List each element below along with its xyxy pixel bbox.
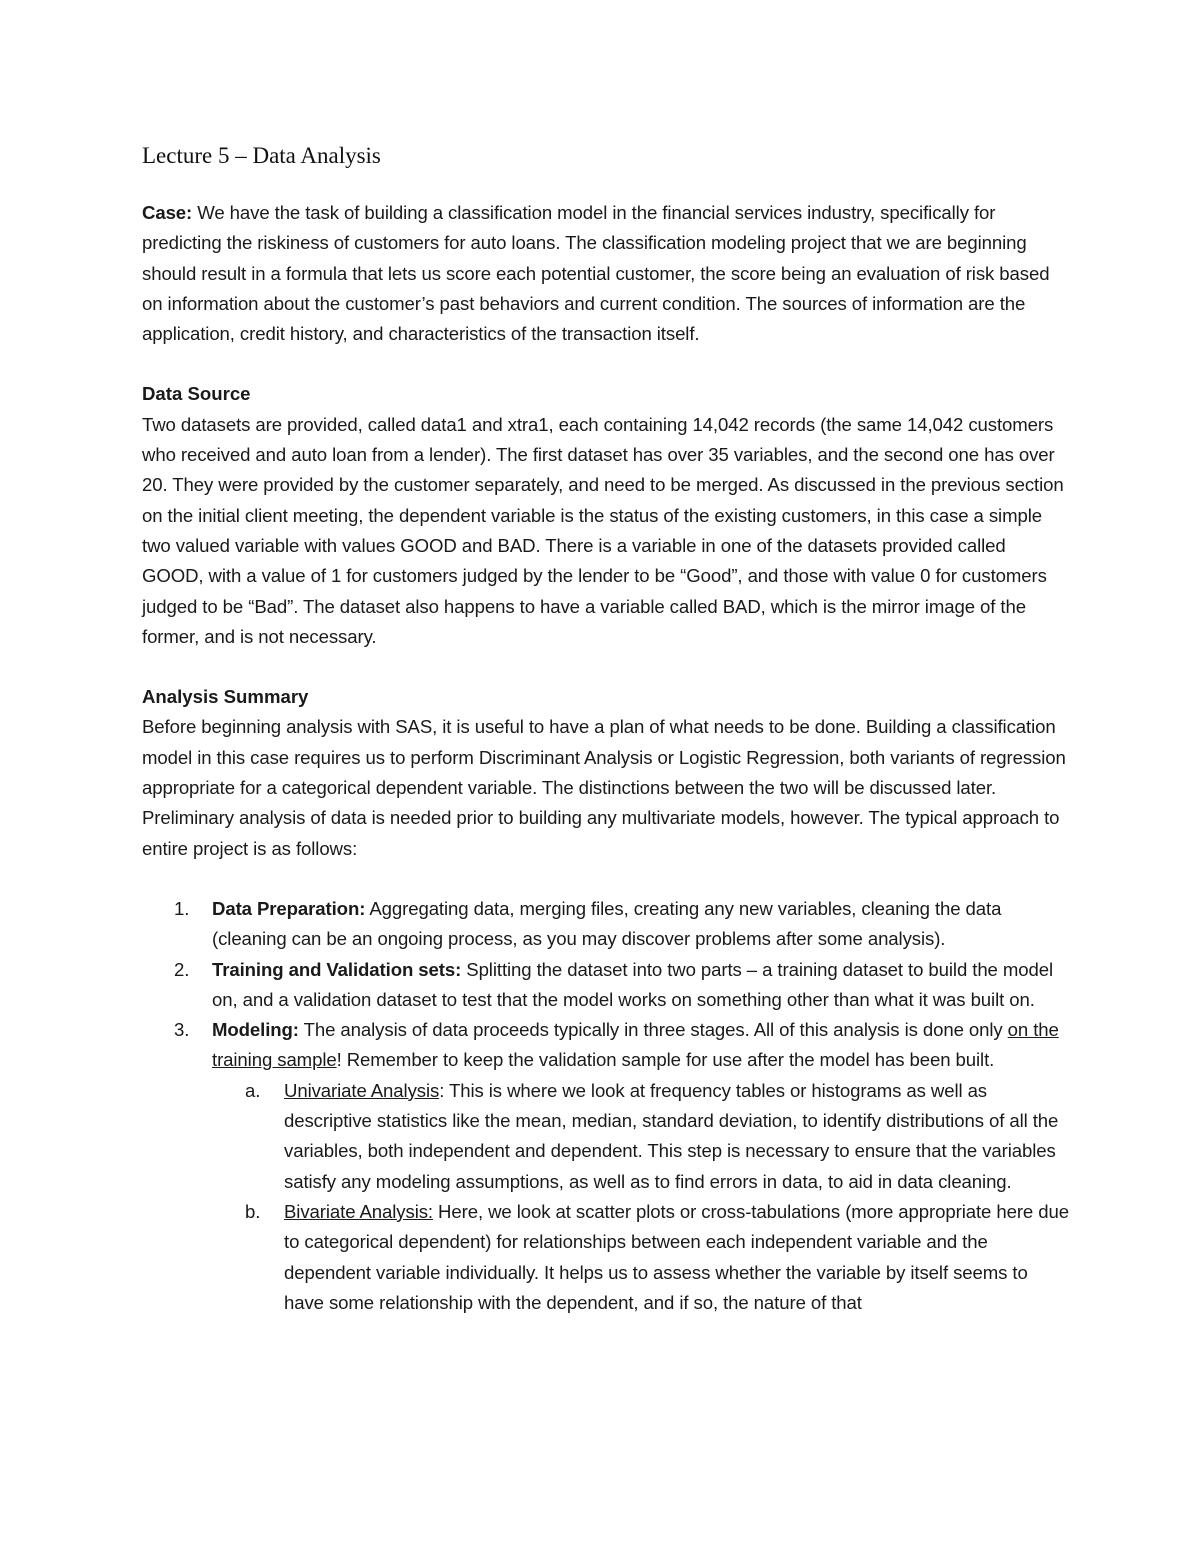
case-paragraph <box>142 198 1072 349</box>
substep-text: Here, we look at scatter plots or cross-tabulations (more appropriate here due to categorical dependent) for relationships between each independent variable and the dependent variable individually. It helps us to assess whether the variable by itself seems to have some relationship with the dependent, and if so, the nature of that <box>284 1200 1069 1313</box>
substep-letter: b. <box>245 1200 261 1222</box>
data-source-heading: Data Source <box>142 383 251 405</box>
analysis-summary-section <box>142 682 1072 1318</box>
case-text: We have the task of building a classification model in the financial services industry, specifically for predicting the riskiness of customers for auto loans. The classification modeling project that we are beginning should result in a formula that lets us score each potential customer, the score being an evaluation of risk based on information about the customer’s past behaviors and current condition. The sources of information are the application, credit history, and characteristics of the transaction itself. <box>142 202 1050 345</box>
data-source-paragraph: Two datasets are provided, called data1 and xtra1, each containing 14,042 records (the same 14,042 customers who received and auto loan from a lender). The first dataset has over 35 variables, and the second one has over 20. They were provided by the customer separately, and need to be merged. As discussed in the previous section on the initial client meeting, the dependent variable is the status of the existing customers, in this case a simple two valued variable with values GOOD and BAD. There is a variable in one of the datasets provided called GOOD, with a value of 1 for customers judged by the lender to be “Good”, and those with value 0 for customers judged to be “Bad”. The dataset also happens to have a variable called BAD, which is the mirror image of the former, and is not necessary. <box>142 413 1064 647</box>
step-item-2 <box>142 955 1072 1016</box>
substep-label: Univariate Analysis <box>284 1079 440 1101</box>
step-text: Splitting the dataset into two parts – a training dataset to build the model on, and a validation dataset to test that the model works on something other than what it was built on. <box>212 958 1054 1010</box>
step-label: Data Preparation: <box>212 897 366 919</box>
substeps-list <box>212 1076 1072 1318</box>
substep-letter: a. <box>245 1079 261 1101</box>
underlined-training-sample: on the training sample <box>212 1019 1059 1071</box>
case-section <box>142 198 1072 349</box>
step-item-3 <box>142 1015 1072 1318</box>
analysis-summary-paragraph: Before beginning analysis with SAS, it is useful to have a plan of what needs to be done. Building a classification model in this case requires us to perform Discriminant Analysis or Logistic Regression, both variants of regression appropriate for a categorical dependent variable. The distinctions between the two will be discussed later. Preliminary analysis of data is needed prior to building any multivariate models, however. The typical approach to entire project is as follows: <box>142 716 1066 859</box>
step-label: Training and Validation sets: <box>212 958 462 980</box>
analysis-summary-heading: Analysis Summary <box>142 686 309 708</box>
case-label: Case: <box>142 202 193 223</box>
document-page <box>142 138 1072 1318</box>
step-text-before: The analysis of data proceeds typically in three stages. All of this analysis is done only <box>298 1019 1008 1041</box>
substep-item-a <box>212 1076 1072 1197</box>
steps-list <box>142 894 1072 1318</box>
substep-text: : This is where we look at frequency tables or histograms as well as descriptive statistics like the mean, median, standard deviation, to identify distributions of all the variables, both independent and dependent. This step is necessary to ensure that the variables satisfy any modeling assumptions, as well as to find errors in data, to aid in data cleaning. <box>284 1079 1059 1192</box>
step-item-1 <box>142 894 1072 955</box>
page-title: Lecture 5 – Data Analysis <box>142 143 381 168</box>
step-text-after: ! Remember to keep the validation sample for use after the model has been built. <box>336 1049 995 1071</box>
data-source-section <box>142 379 1072 652</box>
step-text: Aggregating data, merging files, creating any new variables, cleaning the data (cleaning can be an ongoing process, as you may discover problems after some analysis). <box>212 897 1002 950</box>
step-label: Modeling: <box>212 1019 299 1041</box>
step-number: 1. <box>174 897 190 919</box>
substep-label: Bivariate Analysis: <box>284 1200 433 1222</box>
substep-item-b <box>212 1197 1072 1318</box>
step-number: 2. <box>174 958 190 980</box>
step-number: 3. <box>174 1019 190 1041</box>
